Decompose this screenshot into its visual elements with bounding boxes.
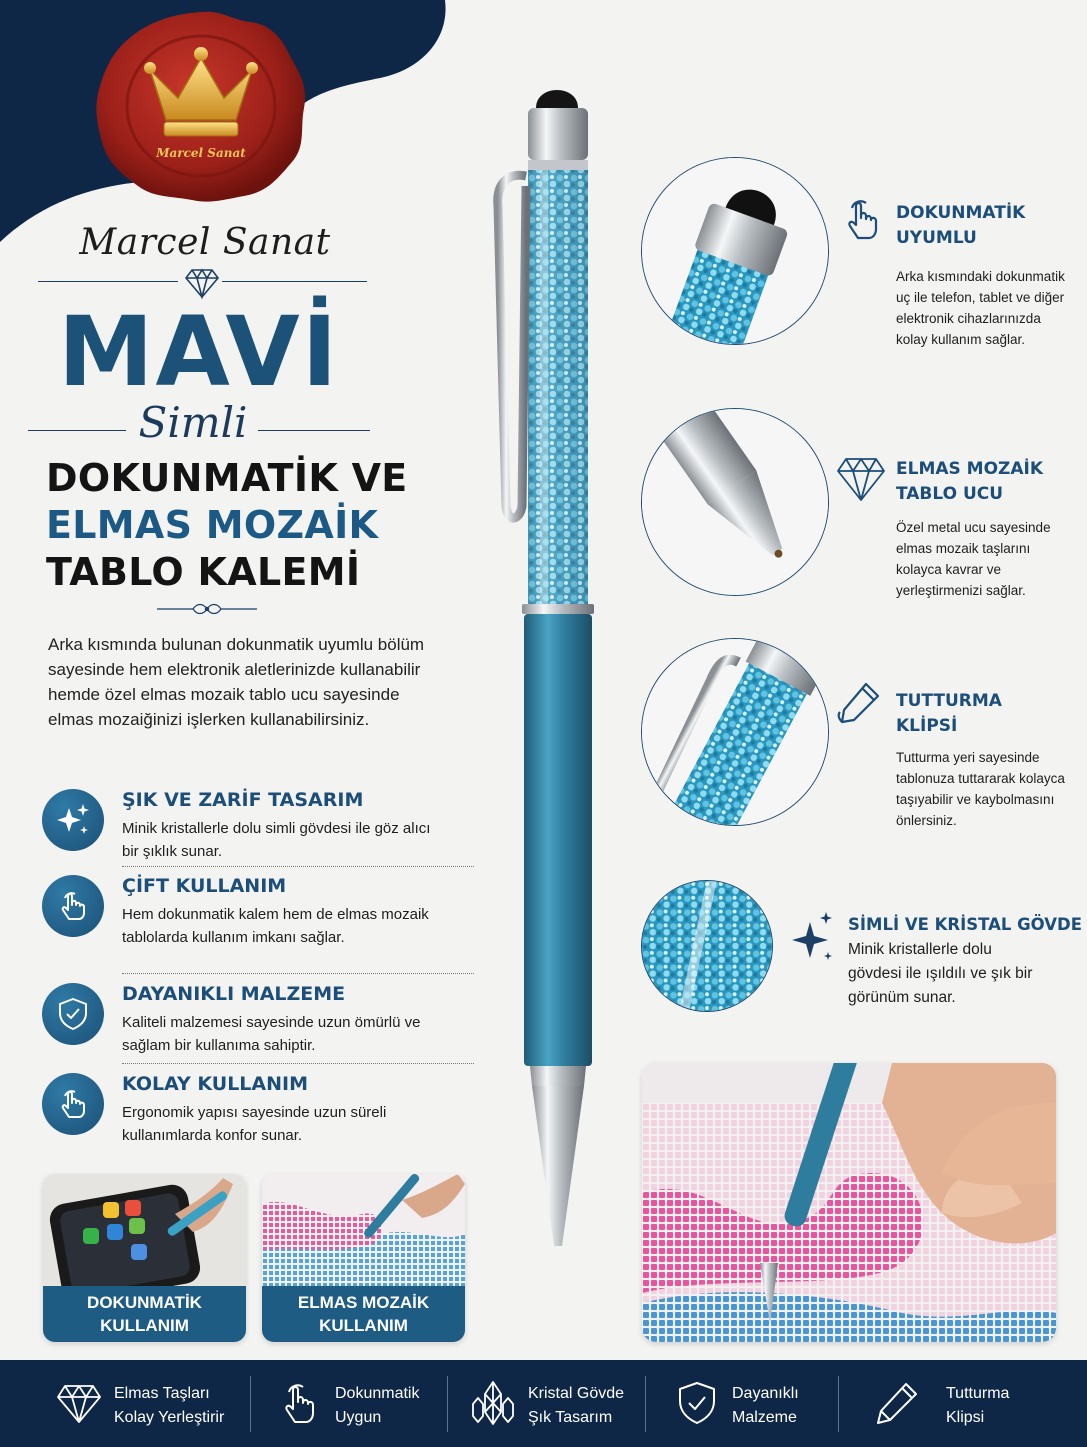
metal-tip-closeup (641, 408, 829, 596)
crystal-body-closeup (641, 880, 773, 1012)
footer-item (277, 1376, 437, 1432)
footer-item-label (335, 1382, 465, 1430)
callout-title-line: DOKUNMATİK (896, 203, 1026, 223)
footer-item (874, 1376, 1034, 1432)
callout-title-line: KLİPSİ (896, 716, 958, 736)
callout-title-line: UYUMLU (896, 228, 977, 248)
divider (122, 866, 474, 867)
pen-clip (498, 175, 526, 518)
feature-item (42, 1073, 434, 1143)
usage-card-label-line: KULLANIM (100, 1316, 189, 1335)
stylus-pen-product (486, 76, 616, 1262)
footer-label-line: Klipsi (946, 1409, 985, 1426)
headline-line-1: DOKUNMATİK VE (46, 456, 408, 500)
callout-text: Özel metal ucu sayesinde elmas mozaik taşlarını kolayca kavrar ve yerleştirmenizi sağlar. (896, 520, 1051, 598)
touch-tip-icon (536, 90, 578, 108)
headline-line-2: ELMAS MOZAİK (46, 503, 379, 547)
divider (645, 1376, 646, 1432)
diamond-icon (56, 1380, 102, 1426)
feature-item (42, 875, 434, 975)
footer-label-line: Malzeme (732, 1409, 797, 1426)
footer-label-line: Tutturma (946, 1385, 1010, 1402)
feature-item (42, 983, 434, 1065)
divider (38, 281, 178, 282)
divider (250, 1376, 251, 1432)
feature-title: ŞIK VE ZARİF TASARIM (122, 789, 364, 811)
callout-text: Tutturma yeri sayesinde tablonuza tuttararak kolayca taşıyabilir ve kaybolmasını önlersiniz. (896, 750, 1065, 828)
callout-title-line: TUTTURMA (896, 691, 1002, 711)
pen-in-use-photo (642, 1063, 1056, 1342)
divider (222, 281, 367, 282)
feature-text: Hem dokunmatik kalem hem de elmas mozaik tablolarda kullanım imkanı sağlar. (122, 906, 429, 946)
headline-word: MAVİ (58, 296, 340, 408)
feature-title: KOLAY KULLANIM (122, 1073, 309, 1095)
seal-brand-name: Marcel Sanat (156, 146, 246, 160)
diamond-icon (185, 267, 219, 299)
usage-card-label-line: ELMAS MOZAİK (297, 1293, 430, 1312)
callout-title-line: ELMAS MOZAİK (896, 459, 1044, 479)
footer-item-label (732, 1382, 862, 1430)
touch-hand-icon (42, 1073, 104, 1135)
footer-label-line: Dayanıklı (732, 1385, 799, 1402)
callout-title (896, 201, 1025, 251)
feature-title: ÇİFT KULLANIM (122, 875, 287, 897)
divider (122, 973, 474, 974)
footer-label-line: Uygun (335, 1409, 382, 1426)
divider (28, 430, 126, 431)
feature-title: DAYANIKLI MALZEME (122, 983, 346, 1005)
mosaic-usage-photo (262, 1174, 465, 1286)
phone-usage-photo (43, 1174, 246, 1286)
callout-title-line: TABLO UCU (896, 484, 1004, 504)
headline-script: Simli (138, 398, 248, 447)
pen-clip-icon (836, 680, 882, 726)
footer-label-line: Kolay Yerleştirir (114, 1409, 225, 1426)
footer-item (470, 1376, 640, 1432)
headline-line-3: TABLO KALEMİ (46, 550, 361, 594)
divider (258, 430, 370, 431)
shield-check-icon (42, 983, 104, 1045)
usage-card-touch (43, 1174, 246, 1342)
callout-title (896, 457, 1043, 507)
brand-seal-logo (92, 8, 310, 204)
footer-item (674, 1376, 824, 1432)
touch-hand-icon (42, 875, 104, 937)
footer-label-line: Kristal Gövde (528, 1385, 625, 1402)
feature-item (42, 789, 434, 869)
callout-text: Arka kısmındaki dokunmatik uç ile telefon, tablet ve diğer elektronik cihazlarınızda kolay kullanım sağlar. (896, 269, 1065, 347)
pen-icon (874, 1380, 920, 1426)
callout-title (896, 689, 1002, 739)
footer-label-line: Elmas Taşları (114, 1385, 210, 1402)
feature-text: Ergonomik yapısı sayesinde uzun süreli kullanımlarda konfor sunar. (122, 1104, 387, 1144)
sparkle-icon (42, 789, 104, 851)
touch-tip-closeup (641, 157, 829, 345)
crystal-icon (470, 1380, 516, 1426)
touch-hand-icon (277, 1380, 323, 1426)
footer-item-label (946, 1382, 1076, 1430)
footer-item-label (528, 1382, 658, 1430)
brand-script-name: Marcel Sanat (79, 222, 331, 263)
shield-check-icon (674, 1380, 720, 1426)
diamond-icon (836, 455, 886, 503)
footer-item-label (114, 1382, 244, 1430)
usage-card-mosaic (262, 1174, 465, 1342)
clip-closeup (641, 638, 829, 826)
callout-text: Minik kristallerle dolu gövdesi ile ışıldılı ve şık bir görünüm sunar. (848, 941, 1033, 1006)
ornament-divider (155, 601, 259, 617)
usage-card-label-line: KULLANIM (319, 1316, 408, 1335)
usage-card-label (43, 1286, 246, 1342)
intro-paragraph: Arka kısmında bulunan dokunmatik uyumlu bölüm sayesinde hem elektronik aletlerinizde kullanabilir hemde özel elmas mozaik tablo ucu sayesinde elmas mozaiğinizi işlerken kullanabilirsiniz. (48, 635, 425, 729)
feature-text: Kaliteli malzemesi sayesinde uzun ömürlü ve sağlam bir kullanıma sahiptir. (122, 1014, 421, 1054)
feature-text: Minik kristallerle dolu simli gövdesi ile göz alıcı bir şıklık sunar. (122, 820, 431, 860)
sparkle-icon (790, 912, 836, 964)
divider (122, 1063, 474, 1064)
callout-title: SİMLİ VE KRİSTAL GÖVDE (848, 915, 1083, 934)
footer-item (56, 1376, 246, 1432)
divider (838, 1376, 839, 1432)
usage-card-label (262, 1286, 465, 1342)
footer-features-bar (0, 1360, 1087, 1447)
footer-label-line: Dokunmatik (335, 1385, 420, 1402)
footer-label-line: Şık Tasarım (528, 1409, 613, 1426)
touch-hand-icon (840, 196, 886, 242)
divider (447, 1376, 448, 1432)
usage-card-label-line: DOKUNMATİK (87, 1293, 202, 1312)
